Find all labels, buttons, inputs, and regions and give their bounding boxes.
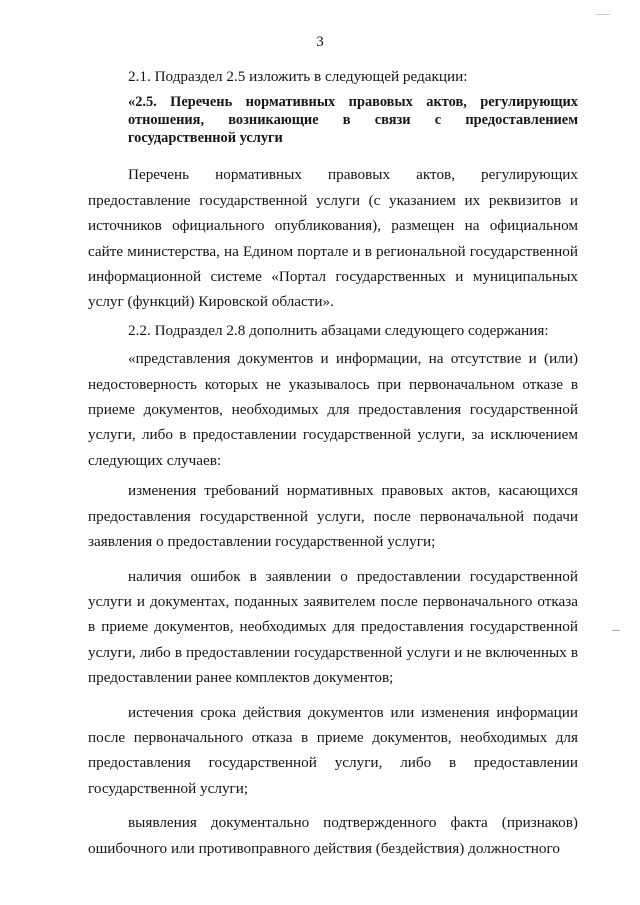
paragraph-representation: «представления документов и информации, на отсутствие и (или) недостоверность которых не указывалось при первоначальном отказе в приеме документов, необходимых для предоставления государственной услуги, либо в предоставлении государственной услуги, за исключением следующих случаев:	[88, 350, 578, 469]
paragraph-requirements-change: изменения требований нормативных правовых актов, касающихся предоставления государственной услуги, после первоначальной подачи заявления о предоставлении государственной услуги;	[88, 482, 578, 551]
paragraph-errors: наличия ошибок в заявлении о предоставлении государственной услуги и документах, поданных заявителем после первоначального отказа в приеме документов, необходимых для предоставления государственной услуги, либо в предоставлении государственной услуги и не включенных в предоставлении ранее комплектов документов;	[88, 567, 578, 687]
paragraph-list-of-acts: Перечень нормативных правовых актов, регулирующих предоставление государственной услуги (с указанием их реквизитов и источников официального опубликования), размещен на официальном сайте министерства, на Едином портале и в региональной государственной информационной системе «Портал государственных и муниципальных услуг (функций) Кировской области».	[88, 166, 578, 311]
paragraph-2-2: 2.2. Подраздел 2.8 дополнить абзацами следующего содержания:	[128, 321, 549, 339]
scan-mark-top-right	[596, 14, 610, 15]
paragraph-detection: выявления документально подтвержденного факта (признаков) ошибочного или противоправного действия (бездействия) должностного	[88, 814, 578, 857]
scan-mark-right-margin	[612, 630, 620, 631]
paragraph-2-1: 2.1. Подраздел 2.5 изложить в следующей редакции:	[128, 68, 468, 85]
page-number: 3	[316, 34, 324, 50]
section-heading-2-5: «2.5. Перечень нормативных правовых актов, регулирующих отношения, возникающие в связи с предоставлением государственной услуги	[128, 94, 578, 147]
paragraph-expiry: истечения срока действия документов или изменения информации после первоначального отказа в приеме документов, необходимых для предоставления государственной услуги, либо в предоставлении государственной услуги;	[88, 703, 578, 797]
document-body	[88, 64, 578, 861]
